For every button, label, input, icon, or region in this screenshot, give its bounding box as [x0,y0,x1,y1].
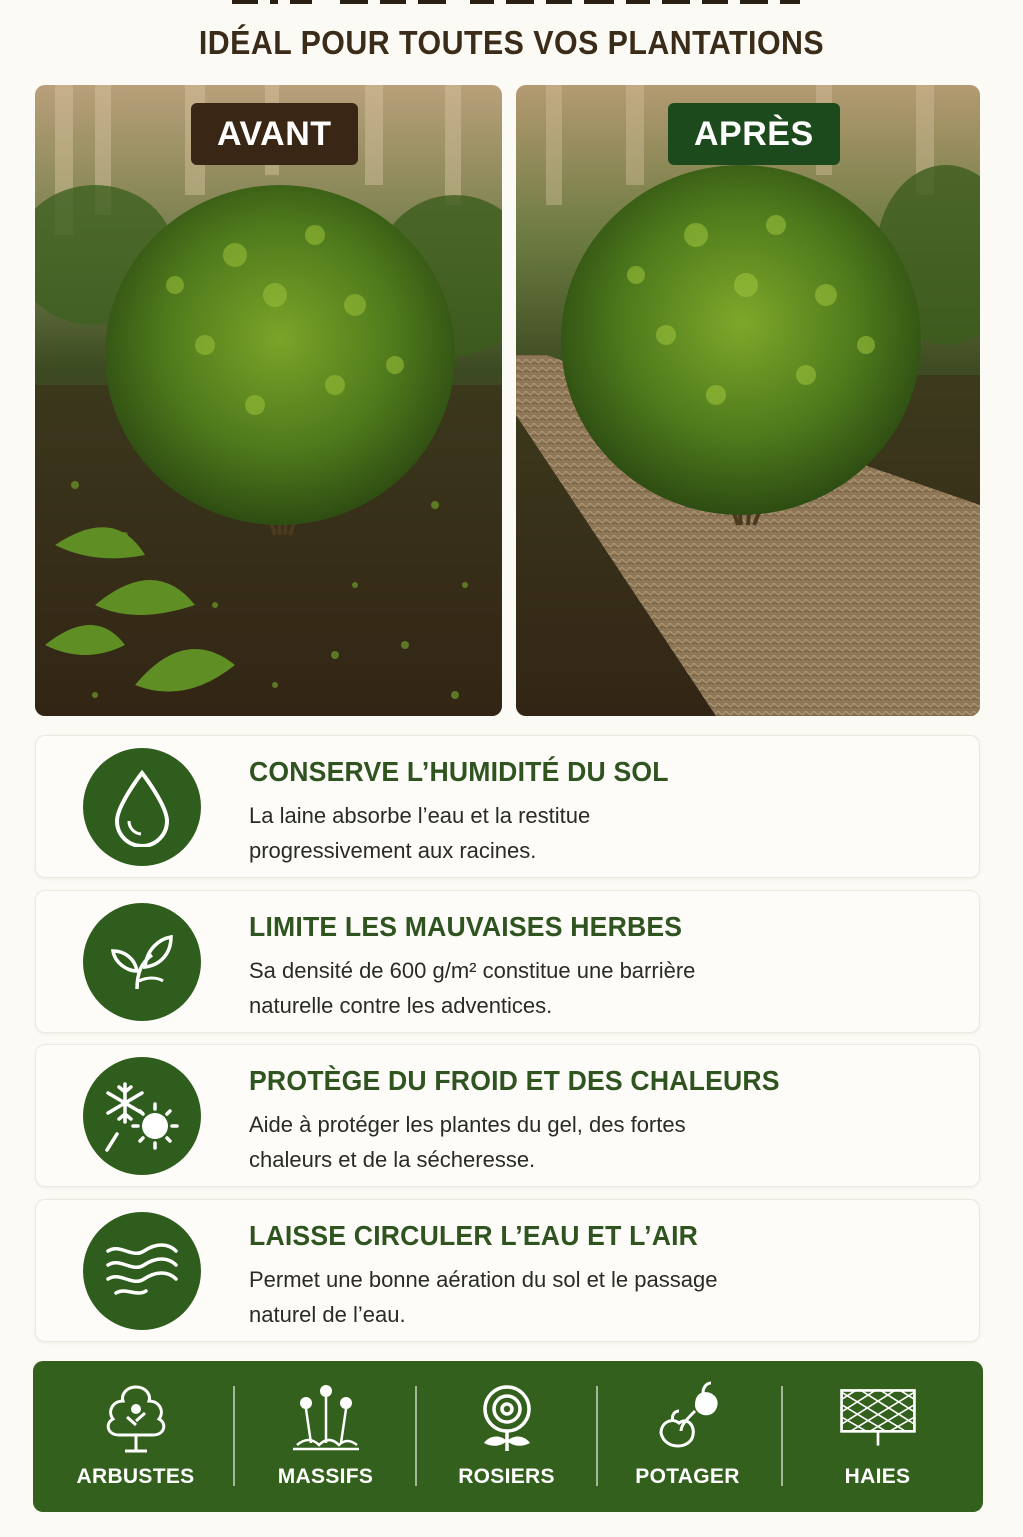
feature-description [249,1262,849,1332]
feature-line-2: naturel de l’eau. [249,1302,406,1327]
feature-title: LIMITE LES MAUVAISES HERBES [249,911,683,942]
divider [233,1386,235,1486]
water-drop-icon [107,767,177,847]
divider [415,1386,417,1486]
before-shrub-image [35,85,502,716]
feature-icon-badge [83,1057,201,1175]
use-label: ARBUSTES [76,1465,195,1488]
after-shrub-image [516,85,980,716]
feature-line-2: naturelle contre les adventices. [249,993,553,1018]
feature-line-1: Permet une bonne aération du sol et le passage [249,1267,718,1292]
feature-line-1: Sa densité de 600 g/m² constitue une barrière [249,958,696,983]
cropped-title-fragment [0,0,1023,10]
uses-band [33,1361,983,1512]
use-item-massifs [263,1361,388,1512]
use-item-haies [815,1361,940,1512]
feature-icon-badge [83,748,201,866]
feature-card-airflow [35,1199,980,1342]
feature-description [249,798,849,868]
feature-title: CONSERVE L’HUMIDITÉ DU SOL [249,756,669,787]
feature-line-1: La laine absorbe l’eau et la restitue [249,803,591,828]
flower-bed-icon [289,1381,363,1455]
rose-icon [470,1381,544,1455]
vegetable-icon [651,1381,725,1455]
feature-card-moisture [35,735,980,878]
use-item-rosiers [444,1361,569,1512]
divider [781,1386,783,1486]
feature-card-weeds [35,890,980,1033]
feature-icon-badge [83,903,201,1021]
cropped-page-title [0,0,1023,10]
leaf-sprout-icon [107,927,177,997]
feature-description [249,953,849,1023]
use-label: POTAGER [635,1465,740,1488]
snowflake-sun-icon [97,1076,187,1156]
use-label: HAIES [844,1465,911,1488]
feature-line-2: chaleurs et de la sécheresse. [249,1147,536,1172]
page-subtitle: IDÉAL POUR TOUTES VOS PLANTATIONS [198,24,825,61]
use-label: MASSIFS [277,1465,374,1488]
after-photo [516,85,980,716]
feature-icon-badge [83,1212,201,1330]
divider [596,1386,598,1486]
feature-card-temperature [35,1044,980,1187]
feature-line-2: progressivement aux racines. [249,838,537,863]
feature-title: PROTÈGE DU FROID ET DES CHALEURS [249,1065,780,1096]
use-item-potager [625,1361,750,1512]
hedge-fence-icon [838,1381,918,1455]
use-label: ROSIERS [458,1465,555,1488]
feature-title: LAISSE CIRCULER L’EAU ET L’AIR [249,1220,699,1251]
shrub-icon [99,1381,173,1455]
before-photo [35,85,502,716]
airflow-waves-icon [102,1241,182,1301]
before-badge: AVANT [191,103,358,165]
feature-description [249,1107,849,1177]
after-badge: APRÈS [668,103,840,165]
feature-line-1: Aide à protéger les plantes du gel, des fortes [249,1112,686,1137]
use-item-arbustes [73,1361,198,1512]
